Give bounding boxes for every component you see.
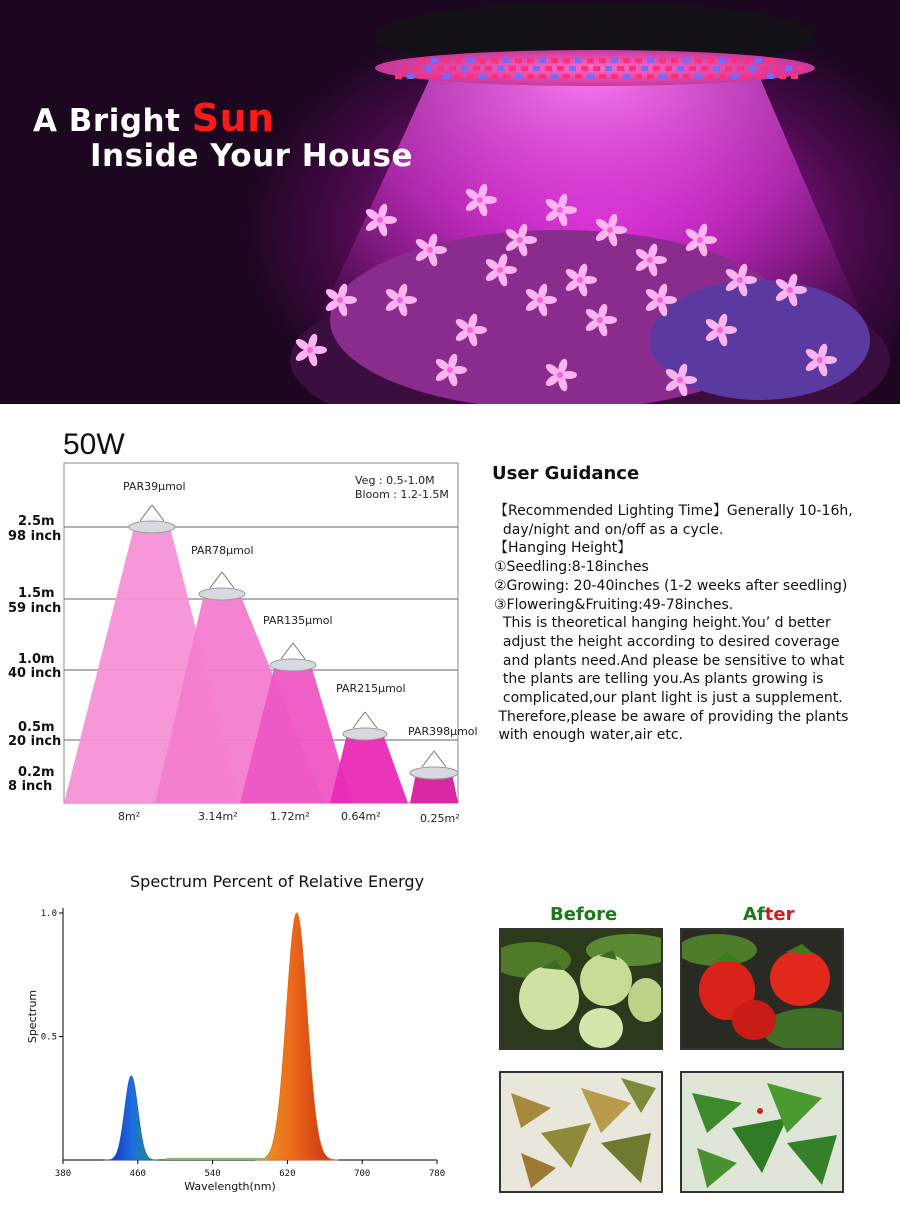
led: [509, 66, 516, 71]
x-tick-label: 620: [279, 1169, 296, 1179]
after-plant-photo: [680, 1071, 844, 1193]
flower-center: [657, 297, 663, 303]
led: [647, 74, 654, 79]
led: [593, 66, 600, 71]
flower-center: [577, 277, 583, 283]
hero-headline-highlight: Sun: [191, 96, 275, 140]
led: [557, 66, 564, 71]
flower-center: [427, 247, 433, 253]
led: [731, 74, 738, 79]
spectrum-peak-red: [256, 913, 338, 1160]
led: [671, 74, 678, 79]
led: [725, 66, 732, 71]
led: [563, 58, 570, 63]
led: [575, 74, 582, 79]
led: [749, 66, 756, 71]
height-inches-1: 98 inch: [8, 529, 62, 544]
led: [431, 58, 438, 63]
led: [761, 66, 768, 71]
guidance-line: with enough water,air etc.: [494, 727, 683, 744]
legend-line-1: Veg : 0.5-1.0M: [355, 474, 435, 487]
led: [605, 66, 612, 71]
lamp-2: [199, 588, 245, 600]
y-axis-label: Spectrum: [26, 989, 39, 1044]
led: [485, 66, 492, 71]
guidance-line: Therefore,please be aware of providing the plants: [494, 708, 849, 725]
led: [695, 74, 702, 79]
flower-center: [787, 287, 793, 293]
led: [581, 66, 588, 71]
spectrum-peak-blue: [105, 1076, 157, 1160]
led: [641, 66, 648, 71]
led: [755, 58, 762, 63]
lamp-1: [129, 521, 175, 533]
led: [791, 74, 798, 79]
area-label-4: 0.64m²: [341, 810, 381, 823]
led: [671, 58, 678, 63]
flower-center: [737, 277, 743, 283]
before-strawberry-photo: [499, 928, 663, 1050]
led: [461, 66, 468, 71]
wattage-label: 50W: [63, 428, 125, 461]
hero-banner: [0, 0, 900, 404]
flower-center: [537, 297, 543, 303]
led: [467, 58, 474, 63]
led: [611, 58, 618, 63]
led: [455, 58, 462, 63]
area-label-5: 0.25m²: [420, 812, 460, 825]
flower-center: [597, 317, 603, 323]
led: [773, 66, 780, 71]
led: [719, 58, 726, 63]
led: [707, 74, 714, 79]
guidance-line: 【Recommended Lighting Time】Generally 10-16h,: [494, 503, 853, 519]
height-inches-3: 40 inch: [8, 666, 62, 681]
after-strawberry-photo: [680, 928, 844, 1050]
led: [797, 66, 804, 71]
led: [623, 58, 630, 63]
height-meters-5: 0.2m: [18, 765, 55, 780]
guidance-title: User Guidance: [492, 463, 640, 484]
guidance-line: adjust the height according to desired coverage: [494, 633, 840, 650]
led: [491, 58, 498, 63]
led: [767, 58, 774, 63]
guidance-line: 【Hanging Height】: [494, 540, 632, 557]
led: [527, 58, 534, 63]
led: [737, 66, 744, 71]
coverage-diagram: [0, 420, 480, 840]
before-plant-photo: [499, 1071, 663, 1193]
led: [617, 66, 624, 71]
led: [629, 66, 636, 71]
led: [425, 66, 432, 71]
guidance-line: day/night and on/off as a cycle.: [494, 521, 724, 538]
led: [569, 66, 576, 71]
led: [419, 58, 426, 63]
flower-center: [467, 327, 473, 333]
flower-center: [607, 227, 613, 233]
spectrum-chart-title: Spectrum Percent of Relative Energy: [130, 872, 425, 891]
guidance-line: complicated,our plant light is just a supplement.: [494, 690, 843, 707]
led: [419, 74, 426, 79]
led: [497, 66, 504, 71]
hero-headline-prefix: A Bright: [33, 103, 192, 139]
led: [467, 74, 474, 79]
led: [599, 58, 606, 63]
led: [611, 74, 618, 79]
led: [473, 66, 480, 71]
height-inches-5: 8 inch: [8, 779, 53, 794]
after-label-part2: ter: [764, 904, 795, 925]
par-label-2: PAR78μmol: [191, 544, 254, 557]
led: [587, 58, 594, 63]
grow-light-illustration: [0, 0, 900, 404]
led: [659, 58, 666, 63]
led: [743, 58, 750, 63]
lamp-5: [410, 767, 458, 779]
x-tick-label: 780: [428, 1169, 446, 1179]
flower-center: [337, 297, 343, 303]
led: [719, 74, 726, 79]
y-tick-label: 1.0: [40, 909, 57, 919]
after-label: [743, 904, 794, 925]
led: [653, 66, 660, 71]
x-tick-label: 380: [54, 1169, 72, 1179]
led: [731, 58, 738, 63]
led: [443, 58, 450, 63]
guidance-text: [494, 502, 894, 745]
led: [689, 66, 696, 71]
led: [785, 66, 792, 71]
height-meters-1: 2.5m: [18, 514, 55, 529]
flower-center: [377, 217, 383, 223]
led: [539, 74, 546, 79]
led: [551, 74, 558, 79]
led: [443, 74, 450, 79]
led: [521, 66, 528, 71]
flower-center: [397, 297, 403, 303]
par-label-3: PAR135μmol: [263, 614, 333, 627]
flower-center: [307, 347, 313, 353]
flower-center: [697, 237, 703, 243]
led: [527, 74, 534, 79]
guidance-line: and plants need.And please be sensitive to what: [494, 652, 845, 669]
flower-center: [557, 207, 563, 213]
led: [665, 66, 672, 71]
x-axis-label: Wavelength(nm): [184, 1180, 276, 1193]
led: [401, 66, 408, 71]
before-label: Before: [550, 904, 618, 925]
led: [683, 74, 690, 79]
led: [545, 66, 552, 71]
led: [479, 58, 486, 63]
flower-center: [647, 257, 653, 263]
height-meters-2: 1.5m: [18, 586, 55, 601]
flower-center: [477, 197, 483, 203]
led: [701, 66, 708, 71]
led: [599, 74, 606, 79]
led: [755, 74, 762, 79]
led: [635, 74, 642, 79]
led: [551, 58, 558, 63]
flower-center: [517, 237, 523, 243]
height-inches-4: 20 inch: [8, 734, 62, 749]
x-tick-label: 540: [204, 1169, 221, 1179]
hero-headline-line2: Inside Your House: [90, 138, 414, 174]
led: [533, 66, 540, 71]
led: [575, 58, 582, 63]
led: [395, 74, 402, 79]
flower-center: [677, 377, 683, 383]
after-label-part1: Af: [743, 904, 765, 925]
led: [539, 58, 546, 63]
led: [503, 58, 510, 63]
led: [479, 74, 486, 79]
led: [515, 58, 522, 63]
guidance-line: ②Growing: 20-40inches (1-2 weeks after seedling): [494, 577, 848, 594]
led: [779, 74, 786, 79]
led: [413, 66, 420, 71]
led: [767, 74, 774, 79]
led: [587, 74, 594, 79]
led: [431, 74, 438, 79]
led: [449, 66, 456, 71]
led: [659, 74, 666, 79]
flower-center: [447, 367, 453, 373]
led: [491, 74, 498, 79]
lamp-4: [343, 728, 387, 740]
par-label-1: PAR39μmol: [123, 480, 186, 493]
guidance-line: This is theoretical hanging height.You’ d better: [494, 615, 831, 632]
legend-line-2: Bloom : 1.2-1.5M: [355, 488, 449, 501]
led: [455, 74, 462, 79]
led: [563, 74, 570, 79]
flower-center: [497, 267, 503, 273]
led: [647, 58, 654, 63]
led: [743, 74, 750, 79]
led: [503, 74, 510, 79]
par-label-4: PAR215μmol: [336, 682, 406, 695]
flower-center: [817, 357, 823, 363]
led: [407, 74, 414, 79]
spectrum-chart: [0, 890, 470, 1200]
led: [635, 58, 642, 63]
y-tick-label: 0.5: [40, 1032, 57, 1043]
led: [707, 58, 714, 63]
led: [695, 58, 702, 63]
lamp-3: [270, 659, 316, 671]
area-label-3: 1.72m²: [270, 810, 310, 823]
led: [677, 66, 684, 71]
height-meters-3: 1.0m: [18, 652, 55, 667]
area-label-2: 3.14m²: [198, 810, 238, 823]
guidance-line: ①Seedling:8-18inches: [494, 559, 649, 576]
flower-center: [557, 372, 563, 378]
led: [683, 58, 690, 63]
led: [515, 74, 522, 79]
led: [623, 74, 630, 79]
area-label-1: 8m²: [118, 810, 141, 823]
x-tick-label: 700: [354, 1169, 371, 1179]
guidance-line: ③Flowering&Fruiting:49-78inches.: [494, 596, 734, 613]
hero-headline-line1: [33, 96, 275, 140]
led: [713, 66, 720, 71]
height-inches-2: 59 inch: [8, 601, 62, 616]
spectrum-baseline-green: [166, 1158, 269, 1160]
guidance-line: the plants are telling you.As plants growing is: [494, 671, 824, 688]
led: [437, 66, 444, 71]
flower-center: [717, 327, 723, 333]
par-label-5: PAR398μmol: [408, 725, 478, 738]
height-meters-4: 0.5m: [18, 720, 55, 735]
x-tick-label: 460: [129, 1169, 146, 1179]
